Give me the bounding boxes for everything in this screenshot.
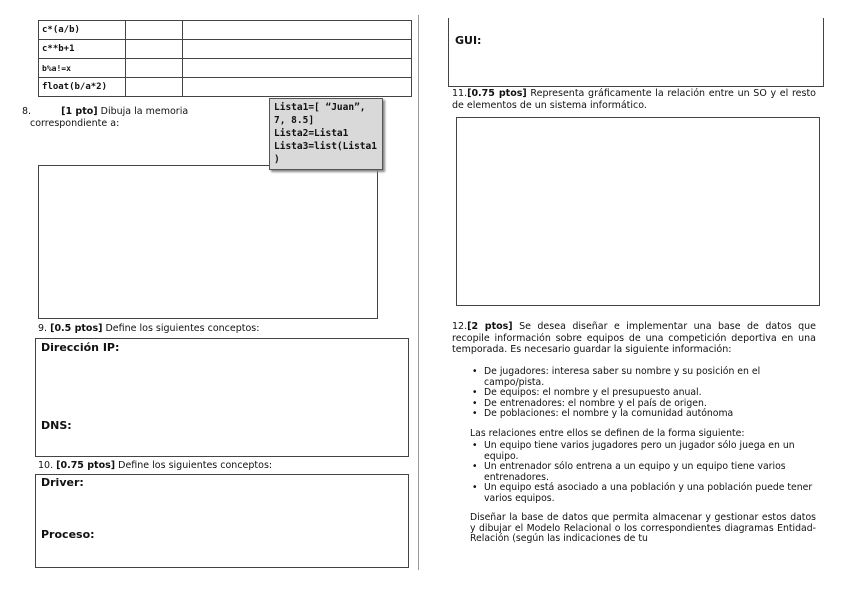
q8-code-box: [269, 98, 383, 170]
term-driver: Driver:: [41, 476, 84, 489]
answer-cell[interactable]: [126, 21, 183, 40]
q8-number: 8.: [22, 106, 32, 117]
code-line: Lista2=Lista1: [274, 128, 349, 139]
q12-prompt: [452, 321, 816, 356]
q12-relations-intro: Las relaciones entre ellos se definen de la forma siguiente:: [470, 427, 745, 439]
q9-number: 9.: [38, 323, 48, 334]
q10-number: 10.: [38, 460, 54, 471]
answer-cell[interactable]: [126, 78, 183, 97]
list-item: • De jugadores: interesa saber su nombre y su posición en el campo/pista.: [470, 367, 816, 388]
answer-cell[interactable]: [183, 59, 412, 78]
term-ip: Dirección IP:: [41, 341, 120, 354]
expr-cell: c**b+1: [39, 40, 126, 59]
table-row: [39, 40, 412, 59]
q10-answer-box[interactable]: [35, 474, 409, 568]
q9-points: [0.5 ptos]: [50, 323, 103, 334]
term-proceso: Proceso:: [41, 528, 95, 541]
term-gui: GUI:: [455, 34, 482, 47]
answer-cell[interactable]: [183, 78, 412, 97]
code-line: Lista3=list(Lista1: [274, 141, 377, 152]
q10-points: [0.75 ptos]: [56, 460, 116, 471]
q10-prompt: [38, 460, 398, 472]
column-divider: [418, 15, 419, 570]
q11-answer-box[interactable]: [456, 117, 820, 306]
answer-cell[interactable]: [126, 40, 183, 59]
expressions-table: [38, 20, 412, 97]
code-line: 7, 8.5]: [274, 115, 315, 126]
answer-cell[interactable]: [126, 59, 183, 78]
q12-body: [470, 367, 816, 545]
code-line: ): [274, 154, 280, 165]
q12-relations-list: [470, 441, 816, 504]
q8-prompt: [22, 106, 272, 129]
list-item: • De poblaciones: el nombre y la comunidad autónoma: [470, 409, 816, 420]
list-item: • Un equipo tiene varios jugadores pero un jugador sólo juega en un equipo.: [470, 441, 816, 462]
q12-closing: Diseñar la base de datos que permita almacenar y gestionar estos datos y dibujar el Modelo Relacional o los correspondientes diagramas Entidad-Relación (según las indicaciones de tu: [470, 512, 816, 544]
expr-cell: float(b/a*2): [39, 78, 126, 97]
answer-cell[interactable]: [183, 21, 412, 40]
table-row: [39, 59, 412, 78]
q8-answer-box[interactable]: [38, 165, 378, 319]
answer-cell[interactable]: [183, 40, 412, 59]
expr-cell: c*(a/b): [39, 21, 126, 40]
list-item: • De entrenadores: el nombre y el país de origen.: [470, 399, 816, 410]
code-line: Lista1=[ “Juan”,: [274, 102, 366, 113]
q8-text-b: correspondiente a:: [30, 117, 120, 129]
q10-text: Define los siguientes conceptos:: [118, 460, 273, 471]
q9-answer-box[interactable]: [35, 338, 409, 457]
q12-intro: Se desea diseñar e implementar una base de datos que recopile información sobre equipos de una competición deportiva en una temporada. Es necesario guardar la siguiente información:: [452, 321, 817, 355]
q11-text: Representa gráficamente la relación entre un SO y el resto de elementos de un sistema informático.: [452, 88, 816, 111]
table-row: [39, 21, 412, 40]
q12-entity-list: [470, 367, 816, 420]
q12-number: 12.: [452, 321, 468, 332]
q9-prompt: [38, 323, 398, 335]
list-item: • De equipos: el nombre y el presupuesto anual.: [470, 388, 816, 399]
q8-text-a: Dibuja la memoria: [100, 106, 189, 117]
table-row: [39, 78, 412, 97]
q12-points: [2 ptos]: [467, 321, 513, 332]
q11-points: [0.75 ptos]: [467, 88, 527, 99]
list-item: • Un equipo está asociado a una población y una población puede tener varios equipos.: [470, 483, 816, 504]
list-item: • Un entrenador sólo entrena a un equipo y un equipo tiene varios entrenadores.: [470, 462, 816, 483]
q11-prompt: [452, 88, 816, 111]
q9-text: Define los siguientes conceptos:: [105, 323, 260, 334]
expr-cell: b%a!=x: [39, 59, 126, 78]
gui-answer-box[interactable]: [448, 18, 824, 87]
term-dns: DNS:: [41, 419, 72, 432]
q11-number: 11.: [452, 88, 468, 99]
q8-points: [1 pto]: [61, 106, 98, 117]
